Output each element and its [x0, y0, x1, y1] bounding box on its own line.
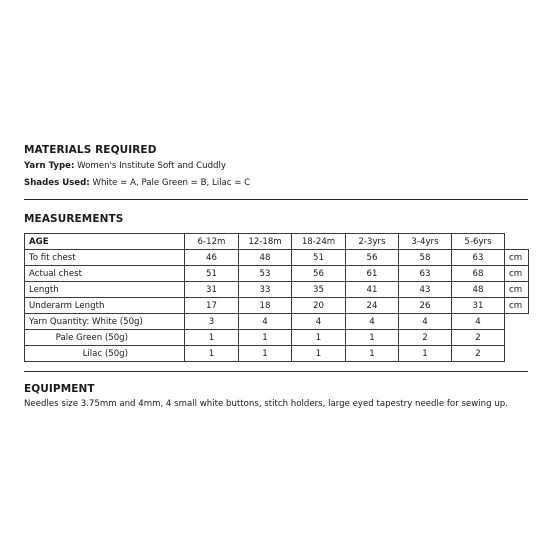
table-cell: 3 — [185, 314, 239, 330]
table-cell: 31 — [452, 298, 505, 314]
table-row — [25, 266, 529, 282]
table-cell: 68 — [452, 266, 505, 282]
table-cell: 41 — [346, 282, 399, 298]
table-cell: 56 — [292, 266, 346, 282]
row-label: Lilac (50g) — [25, 346, 185, 362]
table-cell: 4 — [399, 314, 452, 330]
table-cell: 48 — [452, 282, 505, 298]
row-label: Pale Green (50g) — [25, 330, 185, 346]
table-header-row — [25, 234, 529, 250]
table-cell: 51 — [292, 250, 346, 266]
header-size: 18-24m — [292, 234, 346, 250]
row-label: Underarm Length — [25, 298, 185, 314]
shades-line — [24, 178, 250, 188]
table-cell: 46 — [185, 250, 239, 266]
table-row — [25, 298, 529, 314]
table-cell: 20 — [292, 298, 346, 314]
table-cell: 4 — [239, 314, 292, 330]
equipment-text: Needles size 3.75mm and 4mm, 4 small white buttons, stitch holders, large eyed tapestry needle for sewing up. — [24, 399, 508, 409]
unit-cell — [505, 234, 529, 250]
table-cell: 58 — [399, 250, 452, 266]
table-cell: 18 — [239, 298, 292, 314]
table-cell: 1 — [239, 330, 292, 346]
table-cell: 4 — [346, 314, 399, 330]
table-cell: 2 — [399, 330, 452, 346]
yarn-type-line — [24, 161, 226, 171]
table-cell: 4 — [452, 314, 505, 330]
header-size: 5-6yrs — [452, 234, 505, 250]
table-cell: 1 — [346, 346, 399, 362]
table-cell: 4 — [292, 314, 346, 330]
table-row — [25, 346, 529, 362]
unit-cell: cm — [505, 282, 529, 298]
unit-cell — [505, 314, 529, 330]
unit-cell — [505, 346, 529, 362]
table-row — [25, 250, 529, 266]
shades-label: Shades Used: — [24, 178, 90, 188]
row-label: Length — [25, 282, 185, 298]
header-size: 3-4yrs — [399, 234, 452, 250]
table-cell: 1 — [185, 346, 239, 362]
header-age-label: AGE — [25, 234, 185, 250]
unit-cell: cm — [505, 250, 529, 266]
table-cell: 1 — [239, 346, 292, 362]
yarn-type-value: Women's Institute Soft and Cuddly — [74, 161, 226, 171]
table-cell: 63 — [452, 250, 505, 266]
measurements-title: MEASUREMENTS — [24, 213, 124, 225]
unit-cell: cm — [505, 298, 529, 314]
divider — [24, 199, 528, 200]
table-cell: 43 — [399, 282, 452, 298]
table-cell: 61 — [346, 266, 399, 282]
table-cell: 1 — [292, 330, 346, 346]
table-row — [25, 282, 529, 298]
table-cell: 2 — [452, 346, 505, 362]
row-label: Actual chest — [25, 266, 185, 282]
table-cell: 53 — [239, 266, 292, 282]
table-cell: 1 — [292, 346, 346, 362]
table-cell: 33 — [239, 282, 292, 298]
table-cell: 1 — [399, 346, 452, 362]
table-cell: 56 — [346, 250, 399, 266]
table-cell: 51 — [185, 266, 239, 282]
table-cell: 1 — [346, 330, 399, 346]
table-cell: 26 — [399, 298, 452, 314]
unit-cell: cm — [505, 266, 529, 282]
row-label: Yarn Quantity: White (50g) — [25, 314, 185, 330]
divider — [24, 371, 528, 372]
table-cell: 63 — [399, 266, 452, 282]
equipment-title: EQUIPMENT — [24, 383, 95, 395]
table-row — [25, 314, 529, 330]
table-row — [25, 330, 529, 346]
table-cell: 2 — [452, 330, 505, 346]
header-size: 12-18m — [239, 234, 292, 250]
table-cell: 48 — [239, 250, 292, 266]
materials-title: MATERIALS REQUIRED — [24, 144, 157, 156]
header-size: 6-12m — [185, 234, 239, 250]
measurements-table — [24, 233, 529, 362]
table-cell: 31 — [185, 282, 239, 298]
unit-cell — [505, 330, 529, 346]
yarn-type-label: Yarn Type: — [24, 161, 75, 171]
table-cell: 17 — [185, 298, 239, 314]
row-label: To fit chest — [25, 250, 185, 266]
table-cell: 24 — [346, 298, 399, 314]
shades-value: White = A, Pale Green = B, Lilac = C — [89, 178, 251, 188]
table-cell: 1 — [185, 330, 239, 346]
header-size: 2-3yrs — [346, 234, 399, 250]
table-cell: 35 — [292, 282, 346, 298]
